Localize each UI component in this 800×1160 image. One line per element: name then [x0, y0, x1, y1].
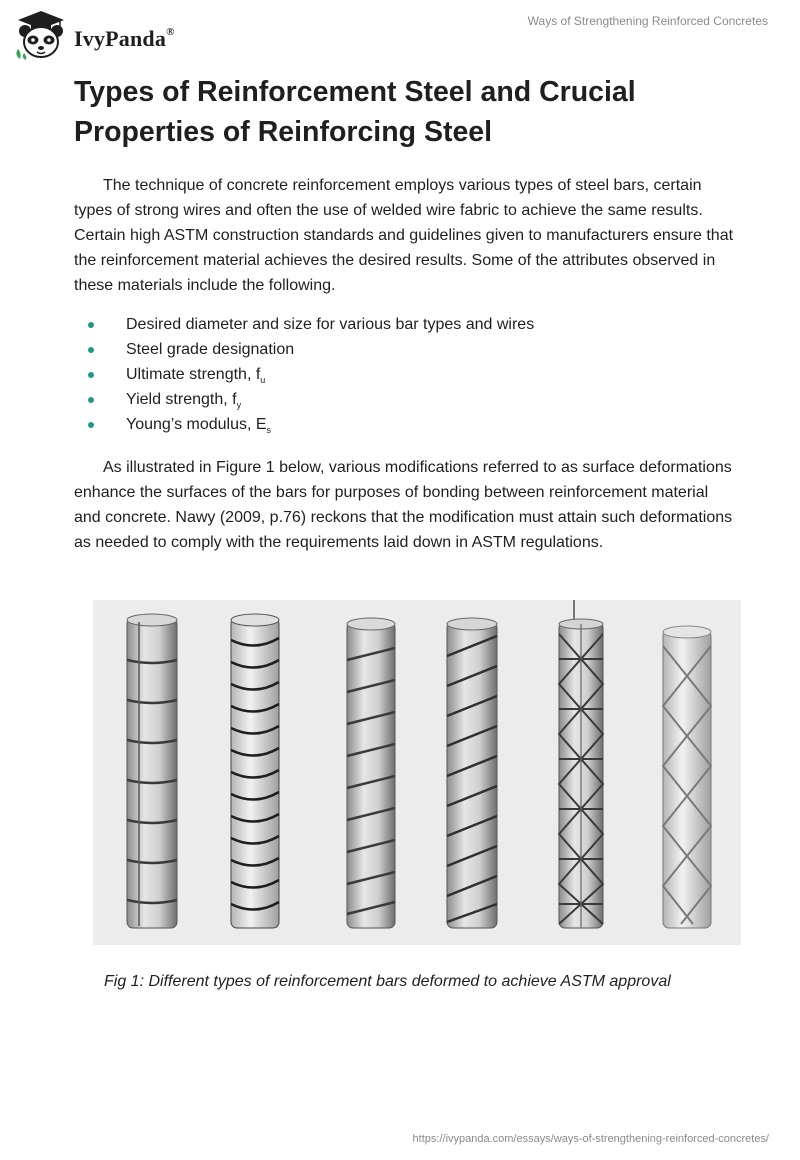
list-item: Steel grade designation	[74, 337, 734, 362]
list-item: Ultimate strength, $f_u$	[74, 362, 734, 387]
bullet-icon	[88, 347, 94, 353]
article-title: Types of Reinforcement Steel and Crucial Properties of Reinforcing Steel	[74, 76, 636, 148]
rebar-4	[447, 618, 497, 928]
rebar-6	[663, 626, 711, 928]
document-header-title: Ways of Strengthening Reinforced Concretes	[527, 14, 768, 28]
brand-name: IvyPanda®	[74, 25, 175, 51]
ivypanda-logo[interactable]	[12, 9, 202, 59]
rebar-1	[127, 614, 177, 928]
attribute-list	[74, 312, 734, 437]
rebar-2	[231, 614, 279, 928]
rebar-illustration	[93, 600, 741, 945]
list-item: Yield strength, $f_y$	[74, 387, 734, 412]
bullet-icon	[88, 422, 94, 428]
list-item: Desired diameter and size for various bar types and wires	[74, 312, 734, 337]
bullet-icon	[88, 322, 94, 328]
rebar-5	[559, 600, 603, 928]
figure-caption: Fig 1: Different types of reinforcement bars deformed to achieve ASTM approval	[104, 973, 671, 990]
list-item: Young’s modulus, $E_s$	[74, 412, 734, 437]
bullet-icon	[88, 372, 94, 378]
bullet-icon	[88, 397, 94, 403]
rebar-3	[347, 618, 395, 928]
panda-mascot-icon	[12, 9, 70, 61]
paragraph-intro: The technique of concrete reinforcement employs various types of steel bars, certain types of strong wires and often the use of welded wire fabric to achieve the same results. Certain high ASTM construction standards and guidelines given to manufacturers ensure that the reinforcement material achieves the desired results. Some of the attributes observed in these materials include the following.	[74, 177, 734, 294]
paragraph-deformations: As illustrated in Figure 1 below, various modifications referred to as surface deformations enhance the surfaces of the bars for purposes of bonding between reinforcement material and concrete. Nawy (2009, p.76) reckons that the modification must attain such deformations as needed to comply with the requirements laid down in ASTM regulations.	[74, 459, 733, 551]
source-url-link[interactable]: https://ivypanda.com/essays/ways-of-strengthening-reinforced-concretes/	[412, 1133, 769, 1145]
reinforcement-bars-figure	[93, 600, 741, 945]
